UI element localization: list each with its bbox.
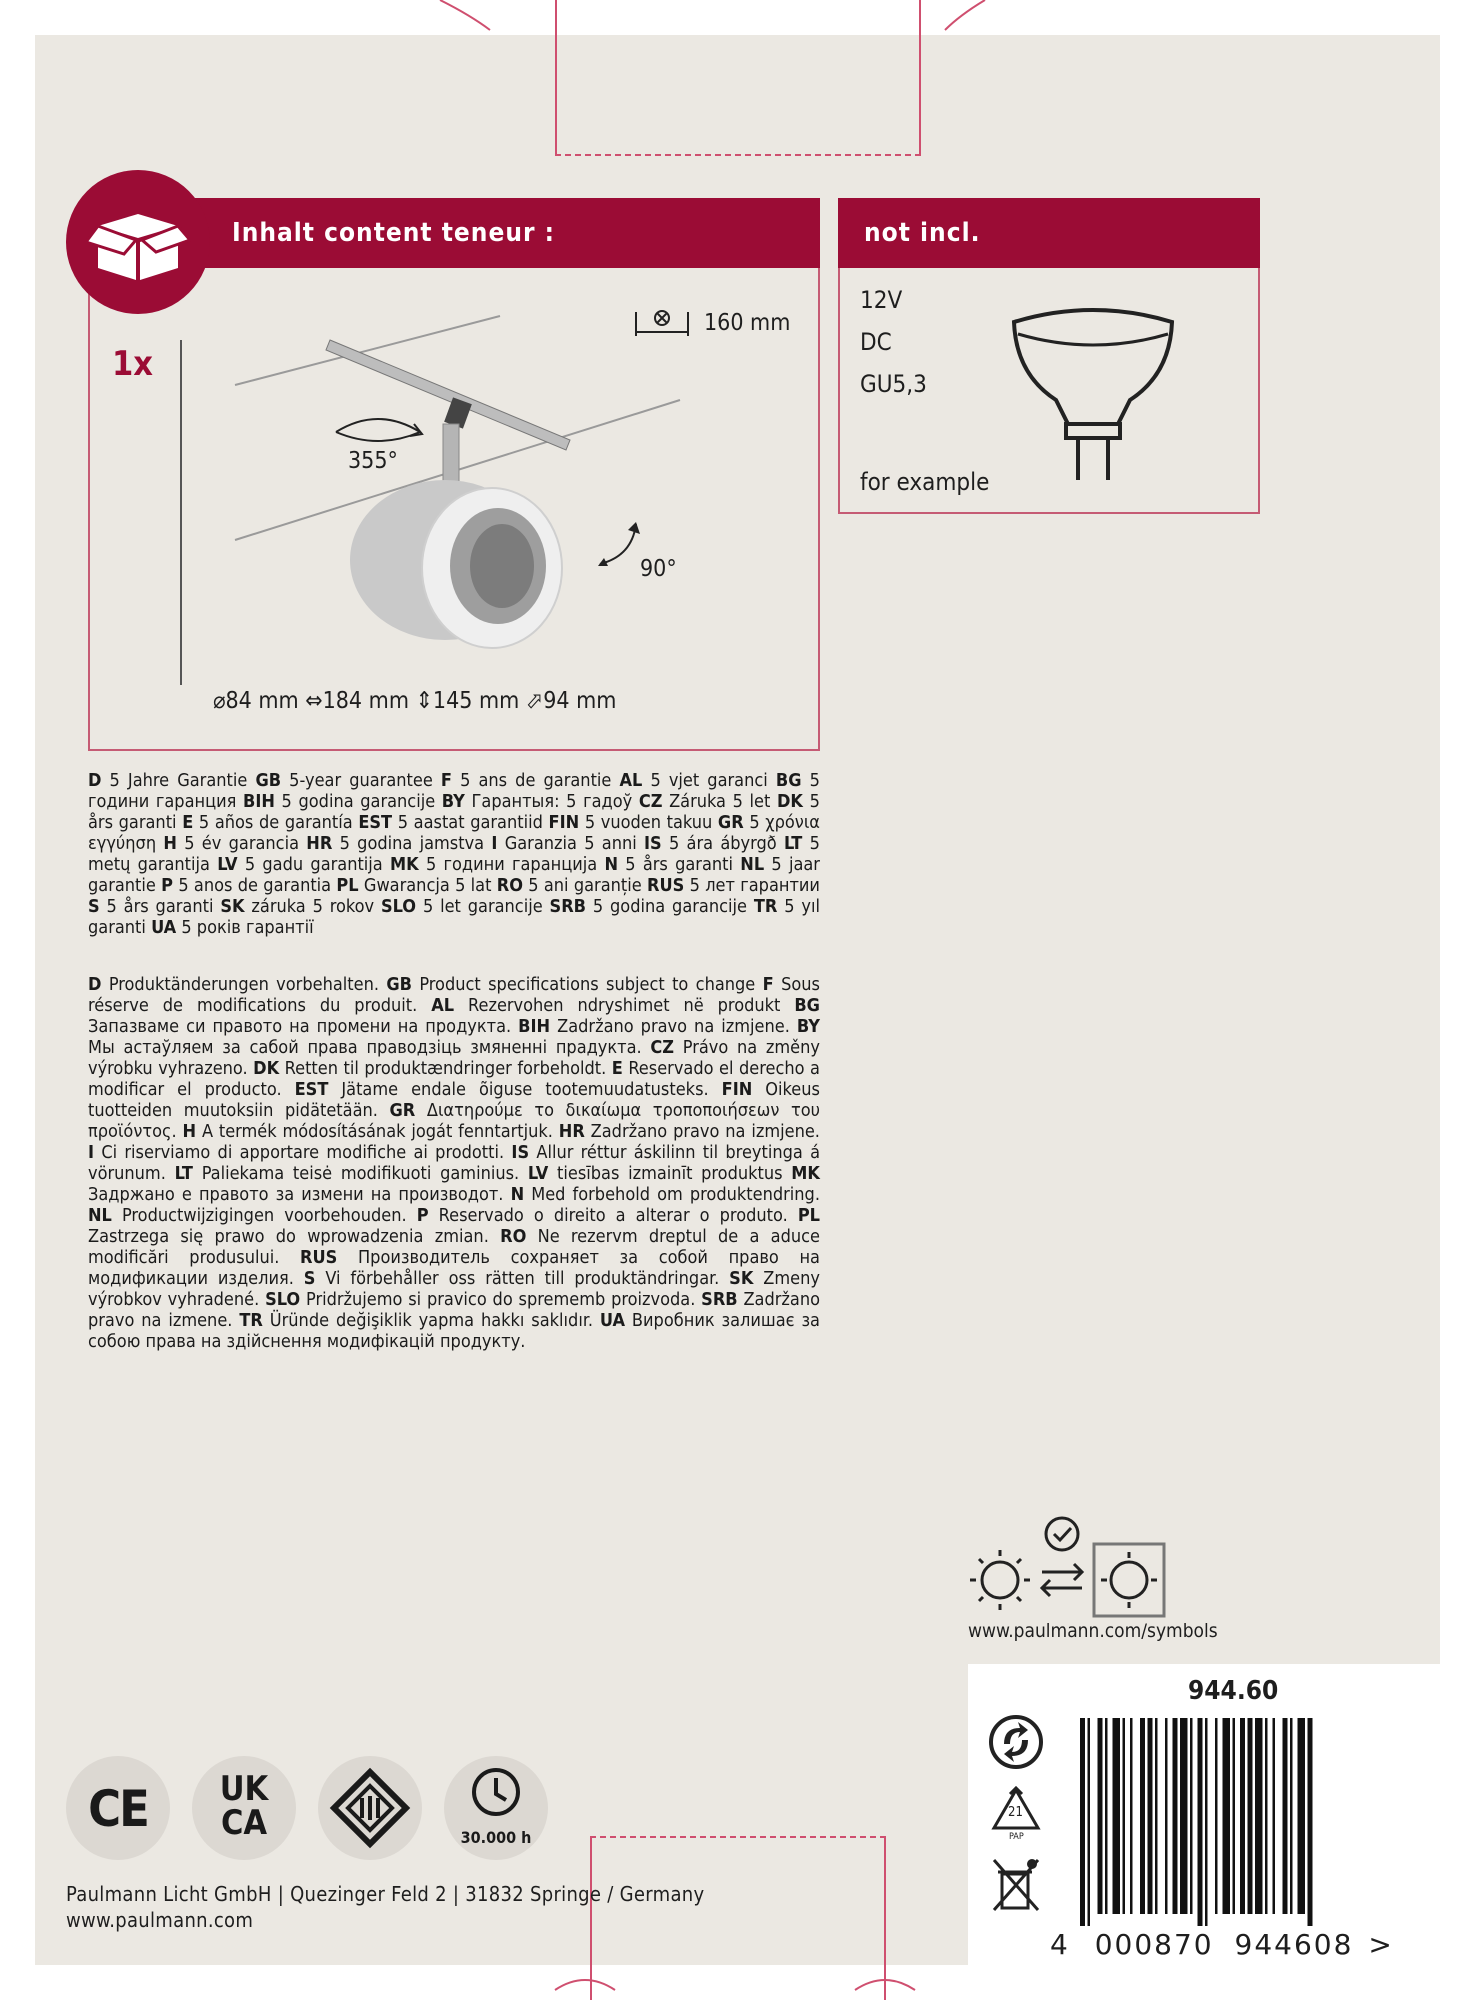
guarantee-text: 5 ans de garantie xyxy=(460,770,612,791)
disclaimer-text: Zmeny výrobkov vyhradené. xyxy=(88,1268,820,1310)
disclaimer-text: Vi förbehåller oss rätten till produktändringar. xyxy=(325,1268,720,1289)
disclaimer-country-code: TR xyxy=(239,1310,263,1331)
lamp-current: DC xyxy=(860,328,892,356)
disclaimer-country-code: AL xyxy=(431,995,455,1016)
guarantee-country-code: F xyxy=(440,770,452,791)
dimensions-row xyxy=(213,688,616,714)
guarantee-country-code: TR xyxy=(753,896,778,917)
disclaimer-entry xyxy=(183,1121,553,1142)
disclaimer-country-code: D xyxy=(88,974,102,995)
quantity-label: 1x xyxy=(112,344,154,384)
tilt-label: 90° xyxy=(640,556,677,582)
disclaimer-country-code: BIH xyxy=(518,1016,551,1037)
guarantee-country-code: RO xyxy=(496,875,523,896)
guarantee-text xyxy=(88,770,820,938)
guarantee-country-code: RUS xyxy=(647,875,685,896)
disclaimer-entry xyxy=(528,1163,783,1184)
guarantee-text: 5 ára ábyrgð xyxy=(668,833,777,854)
disclaimer-country-code: I xyxy=(88,1142,95,1163)
guarantee-text: 5 ani garanție xyxy=(528,875,642,896)
guarantee-country-code: N xyxy=(604,854,619,875)
disclaimer-country-code: P xyxy=(416,1205,429,1226)
guarantee-entry xyxy=(550,896,747,917)
guarantee-country-code: UA xyxy=(151,917,177,938)
disclaimer-country-code: NL xyxy=(88,1205,112,1226)
guarantee-country-code: P xyxy=(161,875,174,896)
disclaimer-text: Üründe değişiklik yapma hakkı saklıdır. xyxy=(269,1310,593,1331)
guarantee-entry xyxy=(163,833,299,854)
barcode-digits xyxy=(1050,1928,1394,1961)
not-incl-banner xyxy=(838,198,1260,268)
guarantee-entry xyxy=(619,770,767,791)
guarantee-text: 5 års garanti xyxy=(106,896,214,917)
disclaimer-text: Retten til produktændringer forbeholdt. xyxy=(284,1058,607,1079)
disclaimer-entry xyxy=(559,1121,820,1142)
disclaimer-country-code: H xyxy=(182,1121,197,1142)
disclaimer-text: Запазваме си правото на промени на продукта. xyxy=(88,1016,512,1037)
guarantee-entry xyxy=(441,770,611,791)
guarantee-entry xyxy=(647,875,820,896)
guarantee-entry xyxy=(161,875,331,896)
disclaimer-entry xyxy=(386,974,755,995)
guarantee-country-code: D xyxy=(88,770,102,791)
disclaimer-text: Reservado el derecho a modificar el producto. xyxy=(88,1058,820,1100)
guarantee-country-code: AL xyxy=(619,770,643,791)
guarantee-entry xyxy=(243,791,435,812)
lifetime-hours: 30.000 h xyxy=(460,1828,532,1847)
disclaimer-country-code: E xyxy=(611,1058,623,1079)
ce-mark: CE xyxy=(88,1780,148,1838)
disclaimer-text: Product specifications subject to change xyxy=(419,974,756,995)
guarantee-country-code: CZ xyxy=(638,791,663,812)
height-icon: ⇕ xyxy=(415,688,433,714)
disclaimer-country-code: HR xyxy=(558,1121,585,1142)
barcode-group-1: 000870 xyxy=(1094,1928,1214,1961)
wire-span-icon xyxy=(632,306,692,342)
disclaimer-country-code: SK xyxy=(729,1268,754,1289)
disclaimer-entry xyxy=(239,1310,593,1331)
disclaimer-text: A termék módosításának jogát fenntartjuk. xyxy=(201,1121,553,1142)
guarantee-entry xyxy=(358,812,543,833)
guarantee-text: 5 vjet garanci xyxy=(650,770,768,791)
guarantee-entry xyxy=(390,854,597,875)
disclaimer-country-code: MK xyxy=(791,1163,820,1184)
guarantee-entry xyxy=(491,833,636,854)
disclaimer-text: Sous réserve de modifications du produit. xyxy=(88,974,820,1016)
guarantee-entry xyxy=(497,875,642,896)
guarantee-text: Záruka 5 let xyxy=(669,791,771,812)
disclaimer-text: Právo na změny výrobku vyhrazeno. xyxy=(88,1037,820,1079)
quantity-divider xyxy=(180,340,182,685)
disclaimer-text: Zadržano pravo na izmjene. xyxy=(590,1121,820,1142)
guarantee-text: 5 godina jamstva xyxy=(339,833,485,854)
green-dot-icon xyxy=(988,1714,1044,1770)
disclaimer-country-code: RUS xyxy=(300,1247,338,1268)
guarantee-country-code: BY xyxy=(441,791,465,812)
guarantee-country-code: DK xyxy=(776,791,803,812)
disclaimer-text: Zadržano pravo na izmene. xyxy=(88,1289,820,1331)
disclaimer-entry xyxy=(253,1058,606,1079)
diameter-value: 84 mm xyxy=(225,688,299,714)
guarantee-country-code: BG xyxy=(775,770,802,791)
disclaimer-text: Задржано е правото за измени на производот. xyxy=(88,1184,504,1205)
guarantee-entry xyxy=(88,770,247,791)
disclaimer-country-code: GR xyxy=(389,1100,416,1121)
guarantee-entry xyxy=(442,791,632,812)
disclaimer-entry xyxy=(88,1142,504,1163)
disclaimer-entry xyxy=(265,1289,695,1310)
disclaimer-country-code: UA xyxy=(599,1310,626,1331)
depth-value: 94 mm xyxy=(543,688,617,714)
disclaimer-entry xyxy=(518,1016,790,1037)
disclaimer-text: Reservado o direito a alterar o produto. xyxy=(438,1205,788,1226)
guarantee-country-code: LV xyxy=(217,854,238,875)
guarantee-entry xyxy=(151,917,314,938)
disclaimer-country-code: FIN xyxy=(721,1079,753,1100)
guarantee-text: 5 godina garancije xyxy=(281,791,436,812)
disclaimer-country-code: S xyxy=(303,1268,316,1289)
guarantee-country-code: PL xyxy=(336,875,359,896)
bottom-tab-outline xyxy=(590,1836,886,2000)
guarantee-text: Garanzia 5 anni xyxy=(504,833,637,854)
barcode-group-2: 944608 xyxy=(1234,1928,1354,1961)
recycling-label: PAP xyxy=(1009,1832,1024,1842)
guarantee-country-code: SK xyxy=(220,896,245,917)
disclaimer-entry xyxy=(88,974,379,995)
barcode xyxy=(1080,1718,1400,1926)
disclaimer-text xyxy=(88,974,820,1352)
guarantee-entry xyxy=(604,854,733,875)
disclaimer-text: Zastrzega się prawo do wprowadzenia zmian. xyxy=(88,1226,489,1247)
height-value: 145 mm xyxy=(432,688,520,714)
barcode-tail: > xyxy=(1368,1928,1394,1961)
disclaimer-country-code: SLO xyxy=(265,1289,301,1310)
disclaimer-country-code: SRB xyxy=(701,1289,738,1310)
disclaimer-country-code: IS xyxy=(511,1142,530,1163)
disclaimer-text: Zadržano pravo na izmjene. xyxy=(557,1016,790,1037)
guarantee-entry xyxy=(182,812,353,833)
disclaimer-country-code: PL xyxy=(797,1205,820,1226)
sun-left-icon xyxy=(970,1550,1030,1610)
hang-tab-outline xyxy=(555,0,921,156)
ukca-bottom: CA xyxy=(220,1803,268,1843)
disclaimer-text: Διατηρούμε το δικαίωμα τροποποιήσεων του προϊόντος. xyxy=(88,1100,820,1142)
guarantee-text: Гарантыя: 5 гадоў xyxy=(471,791,633,812)
guarantee-entry xyxy=(217,854,383,875)
guarantee-entry xyxy=(220,896,374,917)
content-banner xyxy=(150,198,820,268)
disclaimer-country-code: LT xyxy=(174,1163,193,1184)
guarantee-entry xyxy=(88,896,213,917)
guarantee-entry xyxy=(644,833,777,854)
lamp-socket: GU5,3 xyxy=(860,370,927,398)
guarantee-country-code: SLO xyxy=(380,896,417,917)
disclaimer-country-code: EST xyxy=(294,1079,329,1100)
guarantee-country-code: LT xyxy=(783,833,803,854)
guarantee-text: 5 aastat garantiid xyxy=(397,812,543,833)
disclaimer-text: Rezervohen ndryshimet në produkt xyxy=(468,995,781,1016)
guarantee-text: 5 Jahre Garantie xyxy=(109,770,248,791)
guarantee-country-code: E xyxy=(182,812,194,833)
guarantee-text: 5 років гарантії xyxy=(181,917,314,938)
bulb-icon xyxy=(1010,304,1176,484)
disclaimer-country-code: F xyxy=(762,974,774,995)
guarantee-country-code: GB xyxy=(255,770,282,791)
disclaimer-entry xyxy=(511,1184,820,1205)
disclaimer-entry xyxy=(295,1079,709,1100)
wire-length-label: 160 mm xyxy=(704,310,791,336)
guarantee-text: 5 yıl garanti xyxy=(88,896,820,938)
guarantee-text: 5 jaar garantie xyxy=(88,854,820,896)
sun-boxed-icon xyxy=(1094,1544,1164,1616)
disclaimer-country-code: GB xyxy=(386,974,412,995)
lamp-note: for example xyxy=(860,468,990,496)
lamp-voltage: 12V xyxy=(860,286,903,314)
guarantee-text: 5 metų garantija xyxy=(88,833,820,875)
disclaimer-country-code: BY xyxy=(796,1016,820,1037)
disclaimer-text: Мы астаўляем за сабой права праводзіць змяненні прадукта. xyxy=(88,1037,642,1058)
guarantee-text: 5 años de garantía xyxy=(198,812,353,833)
barcode-first-digit: 4 xyxy=(1050,1928,1070,1961)
guarantee-country-code: NL xyxy=(740,854,765,875)
recycling-code: 21 xyxy=(1008,1805,1023,1820)
guarantee-text: 5 gadu garantija xyxy=(244,854,383,875)
guarantee-text: 5 години гаранция xyxy=(88,770,820,812)
disclaimer-entry xyxy=(88,1205,407,1226)
guarantee-country-code: H xyxy=(163,833,177,854)
depth-icon: ⬀ xyxy=(525,688,544,714)
company-website: www.paulmann.com xyxy=(66,1908,254,1932)
guarantee-country-code: HR xyxy=(306,833,333,854)
guarantee-text: 5 év garancia xyxy=(184,833,299,854)
guarantee-country-code: EST xyxy=(358,812,393,833)
guarantee-country-code: S xyxy=(88,896,100,917)
guarantee-text: 5 лет гарантии xyxy=(689,875,820,896)
protection-class-badge xyxy=(318,1756,422,1860)
disclaimer-entry xyxy=(431,995,780,1016)
waste-bin-icon xyxy=(992,1856,1042,1914)
disclaimer-text: Производитель сохраняет за собой право на модификации изделия. xyxy=(88,1247,820,1289)
disclaimer-text: Pridržujemo si pravico do sprememb proizvoda. xyxy=(306,1289,696,1310)
box-icon xyxy=(66,170,210,314)
guarantee-entry xyxy=(306,833,484,854)
lifetime-badge xyxy=(444,1756,548,1860)
guarantee-country-code: SRB xyxy=(549,896,587,917)
guarantee-text: 5-year guarantee xyxy=(289,770,433,791)
guarantee-entry xyxy=(549,812,713,833)
diameter-icon: ⌀ xyxy=(213,688,226,714)
disclaimer-country-code: RO xyxy=(500,1226,527,1247)
guarantee-entry xyxy=(381,896,543,917)
light-symbols xyxy=(966,1512,1176,1622)
disclaimer-text: Paliekama teisė modifikuoti gaminius. xyxy=(201,1163,520,1184)
disclaimer-text: Produktänderungen vorbehalten. xyxy=(108,974,379,995)
guarantee-text: 5 vuoden takuu xyxy=(584,812,713,833)
disclaimer-text: Allur réttur áskilinn til breytinga á vörunum. xyxy=(88,1142,820,1184)
guarantee-country-code: GR xyxy=(717,812,744,833)
rotation-label: 355° xyxy=(348,448,398,474)
guarantee-entry xyxy=(336,875,491,896)
guarantee-text: 5 års garanti xyxy=(88,791,820,833)
disclaimer-entry xyxy=(175,1163,520,1184)
article-number: 944.60 xyxy=(1188,1676,1279,1706)
disclaimer-text: Oikeus tuotteiden muutoksiin pidätetään. xyxy=(88,1079,820,1121)
disclaimer-country-code: BG xyxy=(794,995,820,1016)
ukca-badge xyxy=(192,1756,296,1860)
guarantee-text: 5 års garanti xyxy=(625,854,733,875)
disclaimer-country-code: DK xyxy=(253,1058,280,1079)
guarantee-text: 5 godina garancije xyxy=(592,896,747,917)
swap-arrows-icon xyxy=(1042,1564,1082,1596)
disclaimer-text: tiesības izmainīt produktus xyxy=(557,1163,783,1184)
tilt-arrow-icon xyxy=(596,520,642,570)
ce-badge xyxy=(66,1756,170,1860)
guarantee-text: 5 χρόνια εγγύηση xyxy=(88,812,820,854)
guarantee-text: 5 anos de garantia xyxy=(178,875,332,896)
disclaimer-text: Виробник залишає за собою права на здійснення модифікацій продукту. xyxy=(88,1310,820,1352)
content-banner-title: Inhalt content teneur : xyxy=(232,218,556,248)
disclaimer-list xyxy=(88,974,820,1352)
protection-class-icon xyxy=(318,1756,422,1860)
guarantee-entry xyxy=(639,791,771,812)
disclaimer-text: Ne rezervm dreptul de a aduce modificări produsului. xyxy=(88,1226,820,1268)
disclaimer-text: Ci riserviamo di apportare modifiche ai prodotti. xyxy=(101,1142,505,1163)
not-incl-title: not incl. xyxy=(864,218,981,248)
guarantee-text: záruka 5 rokov xyxy=(251,896,375,917)
guarantee-country-code: BIH xyxy=(243,791,275,812)
guarantee-list xyxy=(88,770,820,938)
disclaimer-text: Jätame endale õiguse tootemuudatusteks. xyxy=(341,1079,709,1100)
guarantee-country-code: I xyxy=(491,833,498,854)
disclaimer-country-code: N xyxy=(510,1184,525,1205)
width-value: 184 mm xyxy=(322,688,409,714)
disclaimer-text: Productwijzigingen voorbehouden. xyxy=(121,1205,407,1226)
disclaimer-entry xyxy=(304,1268,720,1289)
guarantee-country-code: MK xyxy=(390,854,419,875)
box-icon-badge xyxy=(66,170,210,314)
guarantee-country-code: IS xyxy=(644,833,662,854)
clock-icon xyxy=(470,1766,522,1818)
disclaimer-country-code: CZ xyxy=(650,1037,675,1058)
guarantee-country-code: FIN xyxy=(548,812,580,833)
guarantee-text: Gwarancja 5 lat xyxy=(363,875,492,896)
disclaimer-country-code: LV xyxy=(527,1163,549,1184)
check-circle-icon xyxy=(1046,1518,1078,1550)
company-address: Paulmann Licht GmbH | Quezinger Feld 2 | 31832 Springe / Germany xyxy=(66,1882,705,1906)
spotlight-illustration xyxy=(230,300,730,680)
guarantee-entry xyxy=(255,770,432,791)
guarantee-text: 5 години гаранција xyxy=(425,854,598,875)
disclaimer-text: Med forbehold om produktendring. xyxy=(531,1184,820,1205)
guarantee-text: 5 let garancije xyxy=(422,896,543,917)
rotation-arrow-icon xyxy=(326,410,430,446)
width-icon: ⇔ xyxy=(305,688,323,714)
symbols-url: www.paulmann.com/symbols xyxy=(968,1620,1218,1642)
ukca-top: UK xyxy=(219,1769,269,1809)
disclaimer-entry xyxy=(417,1205,788,1226)
